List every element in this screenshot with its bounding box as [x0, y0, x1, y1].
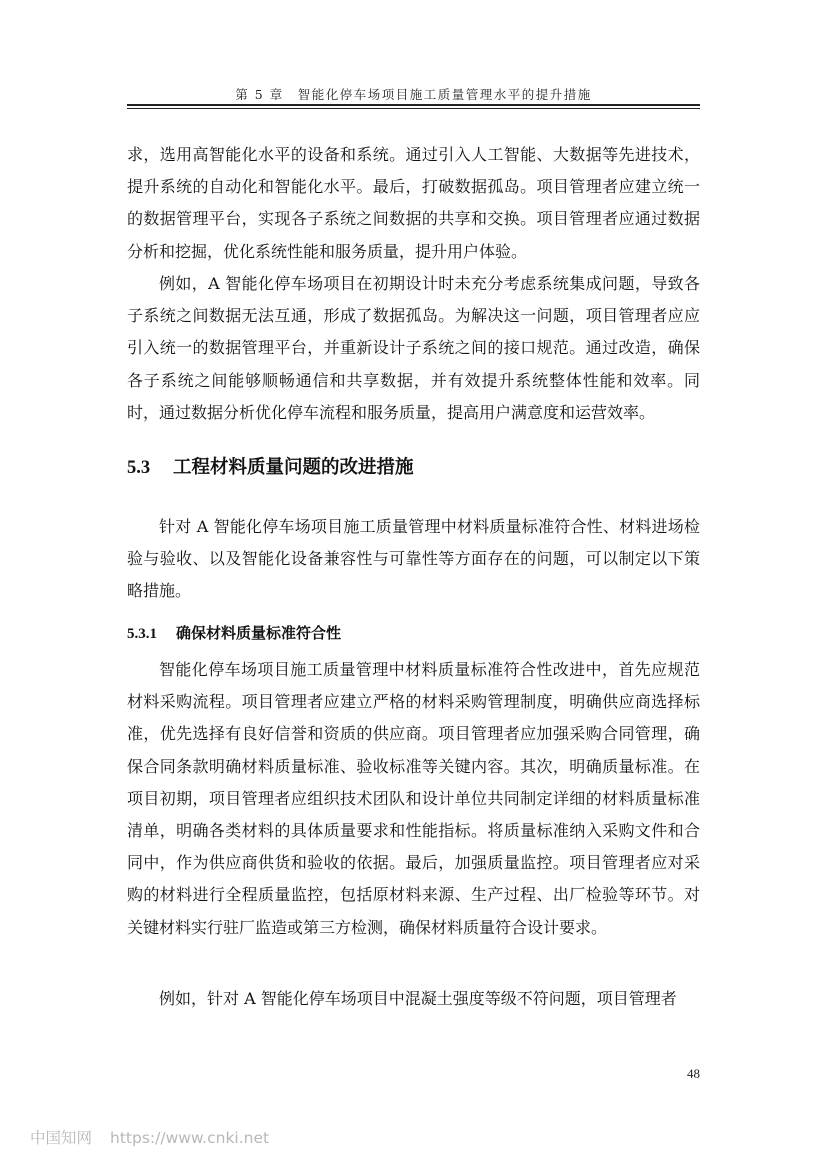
- body-paragraph-3: 针对 A 智能化停车场项目施工质量管理中材料质量标准符合性、材料进场检验与验收、以及智能化设备兼容性与可靠性等方面存在的问题，可以制定以下策略措施。: [127, 517, 700, 601]
- subsection-number: 5.3.1: [127, 626, 157, 642]
- page-number: 48: [687, 1066, 700, 1081]
- watermark-name: 中国知网: [30, 1129, 93, 1147]
- body-paragraph-5: 例如，针对 A 智能化停车场项目中混凝土强度等级不符问题，项目管理者: [159, 989, 677, 1008]
- subsection-title: 确保材料质量标准符合性: [176, 624, 342, 642]
- section-title: 工程材料质量问题的改进措施: [173, 457, 414, 478]
- watermark-url: https://www.cnki.net: [110, 1129, 270, 1147]
- header-rule-secondary: [127, 108, 700, 109]
- body-paragraph-4: 智能化停车场项目施工质量管理中材料质量标准符合性改进中，首先应规范材料采购流程。项目管理者应建立严格的材料采购管理制度，明确供应商选择标准，优先选择有良好信誉和资质的供应商。项目管理者应加强采购合同管理，确保合同条款明确材料质量标准、验收标准等关键内容。其次，明确质量标准。在项目初期，项目管理者应组织技术团队和设计单位共同制定详细的材料质量标准清单，明确各类材料的具体质量要求和性能指标。将质量标准纳入采购文件和合同中，作为供应商供货和验收的依据。最后，加强质量监控。项目管理者应对采购的材料进行全程质量监控，包括原材料来源、生产过程、出厂检验等环节。对关键材料实行驻厂监造或第三方检测，确保材料质量符合设计要求。: [127, 660, 700, 937]
- body-paragraph-2: 例如，A 智能化停车场项目在初期设计时未充分考虑系统集成问题，导致各子系统之间数据无法互通，形成了数据孤岛。为解决这一问题，项目管理者应应引入统一的数据管理平台，并重新设计子系统之间的接口规范。通过改造，确保各子系统之间能够顺畅通信和共享数据，并有效提升系统整体性能和效率。同时，通过数据分析优化停车流程和服务质量，提高用户满意度和运营效率。: [127, 274, 700, 422]
- subsection-heading: [127, 620, 341, 647]
- header-rule: [127, 104, 700, 106]
- section-heading: [127, 453, 414, 483]
- section-number: 5.3: [127, 458, 151, 478]
- running-header: 第 5 章 智能化停车场项目施工质量管理水平的提升措施: [235, 87, 592, 102]
- body-paragraph-1: 求，选用高智能化水平的设备和系统。通过引入人工智能、大数据等先进技术，提升系统的自动化和智能化水平。最后，打破数据孤岛。项目管理者应建立统一的数据管理平台，实现各子系统之间数据的共享和交换。项目管理者应通过数据分析和挖掘，优化系统性能和服务质量，提升用户体验。: [127, 145, 700, 261]
- cnki-watermark: [30, 1126, 269, 1148]
